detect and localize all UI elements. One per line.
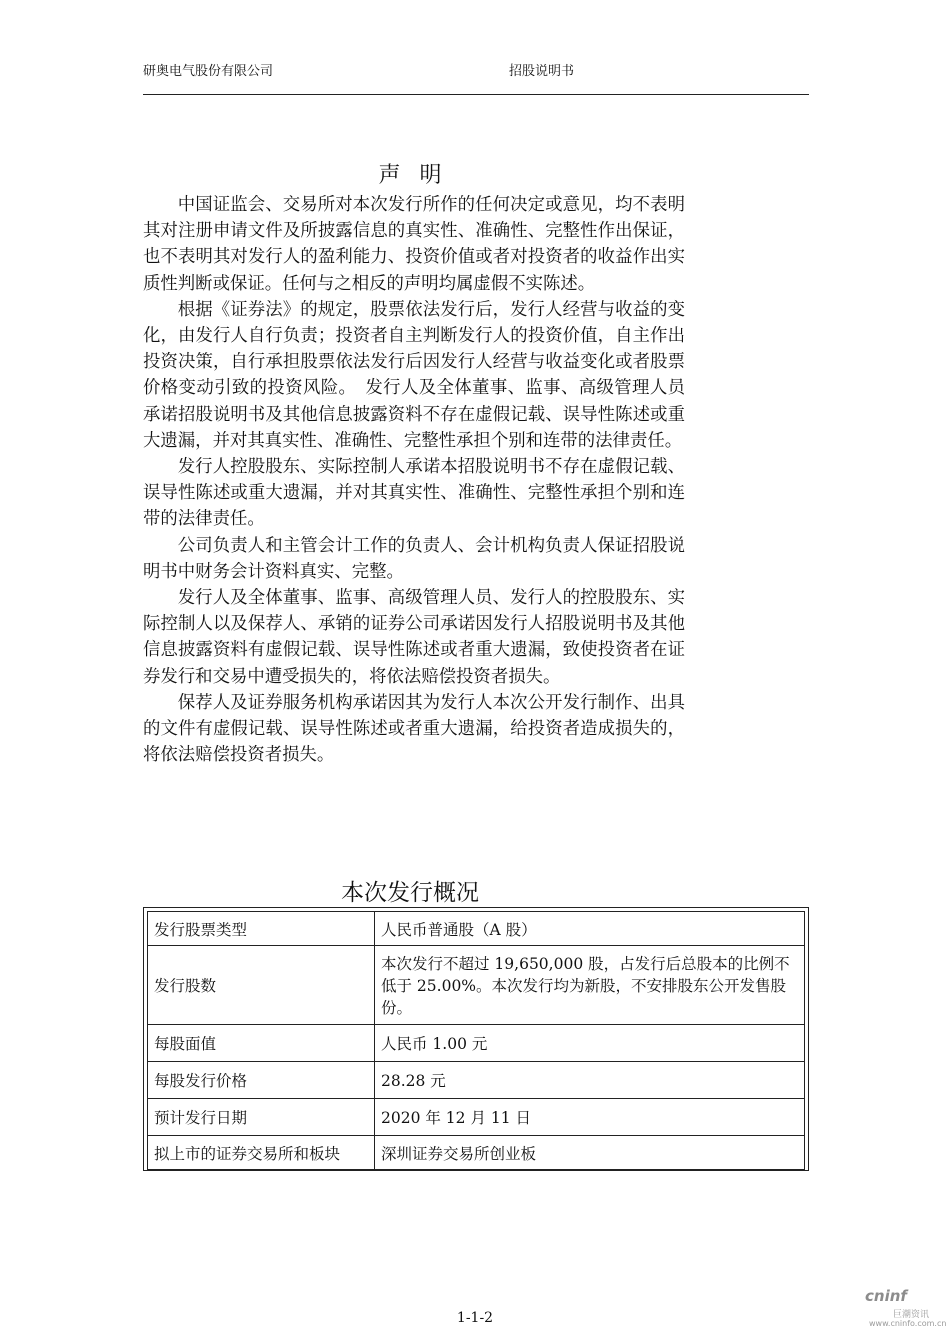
row-label: 预计发行日期 (148, 1099, 375, 1136)
offering-table-frame (143, 907, 809, 1171)
declaration-body (143, 192, 685, 768)
cninfo-logo (865, 1285, 945, 1335)
paragraph: 发行人及全体董事、监事、高级管理人员、发行人的控股股东、实际控制人以及保荐人、承销的证券公司承诺因发行人招股说明书及其他信息披露资料有虚假记载、误导性陈述或者重大遗漏，致使投资者在证券发行和交易中遭受损失的，将依法赔偿投资者损失。 (143, 588, 685, 687)
table-row (148, 912, 805, 946)
page-header (143, 60, 809, 95)
table-row (148, 1025, 805, 1062)
offering-title: 本次发行概况 (341, 880, 479, 906)
row-value: 人民币普通股（A 股） (375, 912, 805, 946)
declaration-title: 声 明 (378, 163, 448, 188)
page-number: 1-1-2 (456, 1310, 494, 1326)
row-value: 28.28 元 (375, 1062, 805, 1099)
row-label: 拟上市的证券交易所和板块 (148, 1136, 375, 1170)
table-row (148, 1099, 805, 1136)
table-row (148, 946, 805, 1025)
row-label: 每股面值 (148, 1025, 375, 1062)
logo-chinese-name: 巨潮资讯 (893, 1310, 930, 1320)
row-value: 人民币 1.00 元 (375, 1025, 805, 1062)
logo-url: www.cninfo.com.cn (869, 1319, 947, 1328)
paragraph: 根据《证券法》的规定，股票依法发行后，发行人经营与收益的变化，由发行人自行负责；投资者自主判断发行人的投资价值，自主作出投资决策，自行承担股票依法发行后因发行人经营与收益变化或者股票价格变动引致的投资风险。 发行人及全体董事、监事、高级管理人员承诺招股说明书及其他信息披露资料不存在虚假记载、误导性陈述或重大遗漏，并对其真实性、准确性、完整性承担个别和连带的法律责任。 (143, 299, 685, 451)
row-label: 每股发行价格 (148, 1062, 375, 1099)
row-value: 本次发行不超过 19,650,000 股，占发行后总股本的比例不低于 25.00%。本次发行均为新股，不安排股东公开发售股份。 (375, 946, 805, 1025)
offering-table (147, 911, 805, 1170)
row-value: 深圳证券交易所创业板 (375, 1136, 805, 1170)
paragraph: 中国证监会、交易所对本次发行所作的任何决定或意见，均不表明其对注册申请文件及所披露信息的真实性、准确性、完整性作出保证，也不表明其对发行人的盈利能力、投资价值或者对投资者的收益作出实质性判断或保证。任何与之相反的声明均属虚假不实陈述。 (143, 195, 685, 294)
company-name: 研奥电气股份有限公司 (143, 64, 274, 79)
paragraph: 发行人控股股东、实际控制人承诺本招股说明书不存在虚假记载、误导性陈述或重大遗漏，并对其真实性、准确性、完整性承担个别和连带的法律责任。 (143, 457, 685, 530)
table-row (148, 1062, 805, 1099)
table-row (148, 1136, 805, 1170)
document-type: 招股说明书 (509, 64, 575, 79)
paragraph: 保荐人及证券服务机构承诺因其为发行人本次公开发行制作、出具的文件有虚假记载、误导性陈述或者重大遗漏，给投资者造成损失的，将依法赔偿投资者损失。 (143, 692, 685, 766)
paragraph: 公司负责人和主管会计工作的负责人、会计机构负责人保证招股说明书中财务会计资料真实、完整。 (143, 535, 685, 582)
row-label: 发行股数 (148, 946, 375, 1025)
logo-brand: cninf (865, 1287, 907, 1305)
row-label: 发行股票类型 (148, 912, 375, 946)
row-value: 2020 年 12 月 11 日 (375, 1099, 805, 1136)
